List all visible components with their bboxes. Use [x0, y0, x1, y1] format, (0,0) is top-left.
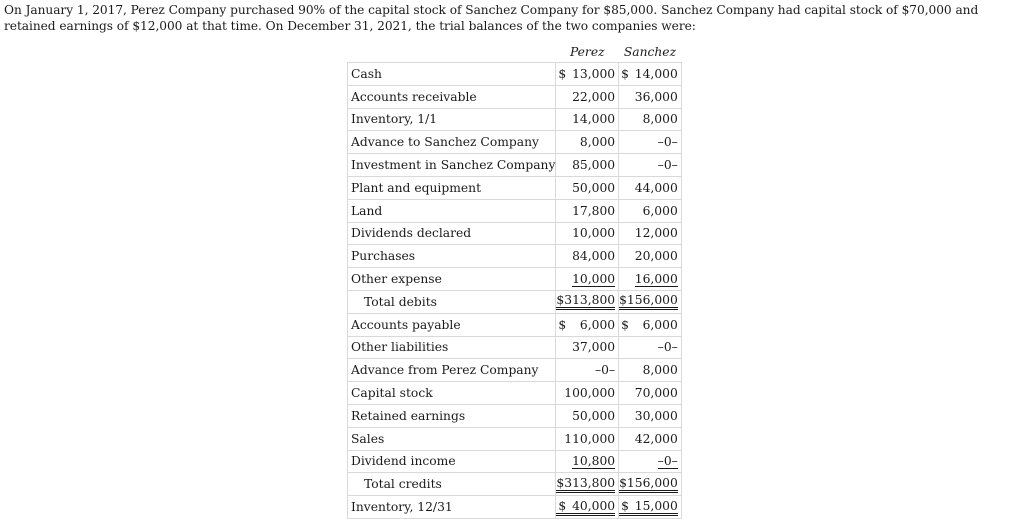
row-label: Dividends declared	[348, 222, 556, 245]
table-row	[348, 199, 682, 222]
sanchez-value: 16,000	[634, 271, 678, 286]
row-label: Plant and equipment	[348, 176, 556, 199]
perez-value: 17,800	[572, 203, 616, 218]
sanchez-value: –0–	[657, 135, 678, 150]
table-row	[348, 313, 682, 336]
perez-value: 40,000	[572, 498, 616, 513]
dollar-sign: $	[621, 498, 629, 513]
table-row	[348, 359, 682, 382]
perez-value: 6,000	[579, 317, 616, 332]
row-label: Sales	[348, 427, 556, 450]
perez-value: 50,000	[572, 180, 616, 195]
col-header-perez: Perez	[569, 45, 605, 59]
row-label: Other liabilities	[348, 336, 556, 359]
table-row	[348, 427, 682, 450]
perez-value: 8,000	[579, 135, 616, 150]
row-label: Total credits	[348, 473, 556, 496]
sanchez-value: –0–	[657, 340, 678, 355]
table-row	[348, 85, 682, 108]
row-label: Inventory, 1/1	[348, 108, 556, 131]
row-label: Purchases	[348, 245, 556, 268]
table-row	[348, 404, 682, 427]
row-label: Advance from Perez Company	[348, 359, 556, 382]
row-label: Advance to Sanchez Company	[348, 131, 556, 154]
sanchez-value: 15,000	[634, 498, 678, 513]
table-row	[348, 336, 682, 359]
row-label: Retained earnings	[348, 404, 556, 427]
table-row	[348, 154, 682, 177]
sanchez-value: $156,000	[619, 476, 678, 493]
sanchez-value: 6,000	[642, 203, 678, 218]
perez-value: 14,000	[572, 112, 616, 127]
dollar-sign: $	[621, 66, 629, 81]
sanchez-value: 30,000	[634, 408, 678, 423]
col-header-sanchez: Sanchez	[623, 45, 677, 59]
perez-value: $313,800	[556, 293, 615, 310]
sanchez-value: 36,000	[634, 89, 678, 104]
dollar-sign: $	[558, 498, 567, 513]
sanchez-value: –0–	[657, 158, 678, 173]
table-row	[348, 131, 682, 154]
sanchez-value: 70,000	[634, 386, 678, 401]
sanchez-value: 8,000	[642, 363, 678, 378]
row-label: Capital stock	[348, 382, 556, 405]
table-row	[348, 496, 682, 519]
row-label: Other expense	[348, 268, 556, 291]
table-row	[348, 245, 682, 268]
sanchez-value: –0–	[657, 453, 678, 468]
row-label: Total debits	[348, 290, 556, 313]
row-label: Cash	[348, 63, 556, 86]
perez-value: 10,000	[572, 226, 616, 241]
trial-balance-table	[347, 42, 682, 519]
table-row	[348, 268, 682, 291]
row-label: Dividend income	[348, 450, 556, 473]
perez-value: 13,000	[572, 66, 616, 81]
dollar-sign: $	[558, 317, 567, 332]
sanchez-value: 14,000	[634, 66, 678, 81]
sanchez-value: 44,000	[634, 180, 678, 195]
sanchez-value: 12,000	[634, 226, 678, 241]
perez-value: 84,000	[572, 249, 616, 264]
table-row	[348, 176, 682, 199]
row-label: Accounts payable	[348, 313, 556, 336]
problem-statement: On January 1, 2017, Perez Company purchased 90% of the capital stock of Sanchez Company for $85,000. Sanchez Company had capital stock of $70,000 and retained earnings of $12,000 at that time. On December 31, 2021, the trial balances of the two companies were:	[4, 3, 979, 33]
perez-value: 85,000	[572, 158, 616, 173]
perez-value: 10,000	[572, 271, 616, 286]
perez-value: 100,000	[564, 386, 616, 401]
sanchez-value: 6,000	[642, 317, 678, 332]
table-row	[348, 222, 682, 245]
sanchez-value: 20,000	[634, 249, 678, 264]
sanchez-value: $156,000	[619, 293, 678, 310]
dollar-sign: $	[558, 66, 567, 81]
row-label: Investment in Sanchez Company	[348, 154, 556, 177]
perez-value: –0–	[594, 363, 616, 378]
row-label: Inventory, 12/31	[348, 496, 556, 519]
table-row-total	[348, 473, 682, 496]
header-row	[348, 42, 682, 63]
sanchez-value: 8,000	[642, 112, 678, 127]
row-label: Accounts receivable	[348, 85, 556, 108]
table-row	[348, 450, 682, 473]
perez-value: $313,800	[556, 476, 615, 493]
table-row-total	[348, 290, 682, 313]
table-row	[348, 63, 682, 86]
table-row	[348, 382, 682, 405]
perez-value: 110,000	[564, 431, 616, 446]
dollar-sign: $	[621, 317, 629, 332]
perez-value: 10,800	[572, 453, 616, 468]
perez-value: 37,000	[572, 340, 616, 355]
row-label: Land	[348, 199, 556, 222]
table-row	[348, 108, 682, 131]
perez-value: 50,000	[572, 408, 616, 423]
perez-value: 22,000	[572, 89, 616, 104]
sanchez-value: 42,000	[634, 431, 678, 446]
